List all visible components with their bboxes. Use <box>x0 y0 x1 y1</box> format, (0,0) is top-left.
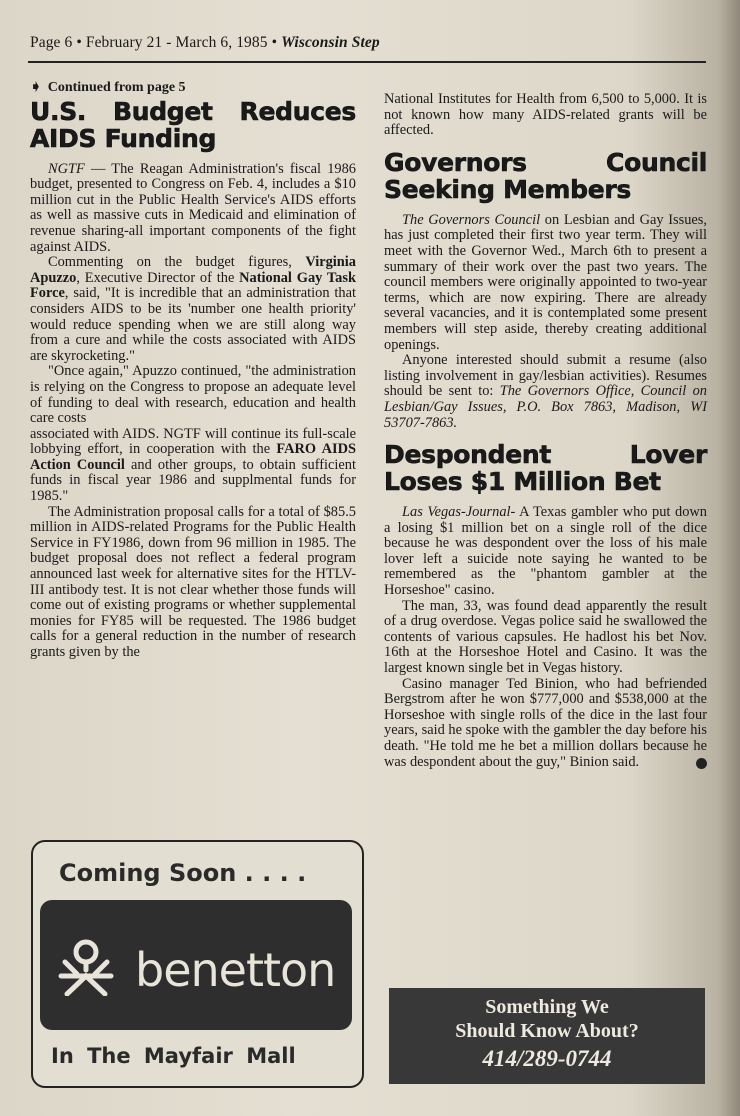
paragraph: The man, 33, was found dead apparently the result of a drug overdose. Vegas police said he swallowed the contents of various capsules. He hadlost his bet Nov. 16th at the Horseshoe Hotel and Casino. It was the largest known single bet in Vegas history. <box>384 597 707 677</box>
paragraph <box>30 162 356 256</box>
tip-line2: Should Know About? <box>455 1020 639 1042</box>
tip-line-ad <box>389 988 705 1084</box>
benetton-logo <box>55 934 343 997</box>
benetton-ad <box>31 840 364 1088</box>
paragraph <box>30 427 356 505</box>
paragraph-text: , said, "It is incredible that an administration that considers AIDS to be its 'number one health priority' would reduce spending when we are still along way from a cure and while the costs associated with AIDS are skyrocketing." <box>30 285 356 364</box>
council-name: The Governors Council <box>402 211 541 228</box>
headline-budget: U.S. Budget Reduces AIDS Funding <box>30 96 356 153</box>
paragraph-text: — The Reagan Administration's fiscal 1986 budget, presented to Congress on Feb. 4, includes a $10 million cut in the Public Health Service's AIDS efforts as well as massive cuts in Medicaid and elimination of revenue sharing-all important components of the fight against AIDS. <box>30 160 356 255</box>
paragraph <box>384 353 707 431</box>
benetton-wordmark: benetton <box>135 943 336 997</box>
header-separator: • <box>267 34 282 51</box>
header-rule <box>28 61 706 63</box>
paragraph-text: and other groups, to obtain sufficient funds in fiscal year 1986 and supplmental funds for 1985." <box>30 456 356 505</box>
paragraph-text: Commenting on the budget figures, <box>48 254 306 271</box>
paragraph-text: associated with AIDS. NGTF will continue its full-scale lobbying effort, in cooperation with the <box>30 425 356 458</box>
paragraph: The Administration proposal calls for a total of $85.5 million in AIDS-related Programs for the Public Health Service in FY1986, down from 96 million in 1985. The budget proposal does not reflect a federal program announced last week for alternative sites for the HTLV-III antibody test. It is not clear whether those funds will come out of existing programs or whether supplemental monies for FY85 will be requested. The 1986 budget calls for a general reduction in the number of research grants given by the <box>30 503 356 660</box>
paragraph: "Once again," Apuzzo continued, "the administration is relying on the Congress to propose an adequate level of funding to deal with research, education and health care costs <box>30 363 356 427</box>
paragraph <box>384 213 707 353</box>
paragraph: National Institutes for Health from 6,500 to 5,000. It is not known how many AIDS-related grants will be affected. <box>384 91 707 139</box>
org-name: FARO AIDS Action Council <box>30 441 356 473</box>
paragraph <box>30 255 356 364</box>
right-column <box>384 92 707 770</box>
headline-governors: Governors Council Seeking Members <box>384 147 707 204</box>
knot-icon <box>55 936 117 996</box>
paragraph <box>384 677 707 771</box>
arrow-icon: ➧ <box>30 80 42 95</box>
org-name: National Gay Task Force <box>30 269 356 302</box>
paragraph-text: , Executive Director of the <box>76 269 240 286</box>
page-number: Page 6 <box>30 34 73 51</box>
publication-name: Wisconsin Step <box>281 34 380 51</box>
dateline: Las Vegas-Journal- <box>402 504 516 521</box>
mailing-address: The Governors Office, Council on Lesbian/Gay Issues, P.O. Box 7863, Madison, WI 53707-7863. <box>384 383 707 431</box>
paragraph-text: A Texas gambler who put down a losing $1 million bet on a single roll of the dice because he was despondent over the loss of his male lover left a suicide note saying he wanted to be remembered as the "phantom gambler at the Horseshoe" casino. <box>384 504 707 599</box>
ad-location: In The Mayfair Mall <box>51 1044 296 1068</box>
issue-dates: February 21 - March 6, 1985 <box>85 34 268 51</box>
ad-coming-soon: Coming Soon . . . . <box>59 859 307 887</box>
left-column <box>30 80 356 661</box>
continued-text: Continued from page 5 <box>47 80 186 95</box>
paragraph-text: on Lesbian and Gay Issues, has just completed their first two year term. They will meet with the Governor Wed., March 6th to present a summary of their work over the past two years. The council members were originally appointed to two-year terms, which are now expiring. There are already several vacancies, and it is contemplated some present members will step aside, thereby creating additional openings. <box>384 211 707 353</box>
paragraph-text: Casino manager Ted Binion, who had befriended Bergstrom after he won $777,000 and $538,000 at the Horseshoe with single rolls of the dice in the last four years, said he spoke with the gambler the day before his death. "He told me he bet a million dollars because he was despondent about the guy," Binion said. <box>384 675 707 770</box>
tip-line1: Something We <box>485 996 609 1018</box>
paragraph-text: Anyone interested should submit a resume (also listing involvement in gay/lesbian activities). Resumes should be sent to: <box>384 352 707 400</box>
end-bullet-icon <box>696 758 707 769</box>
dateline: NGTF <box>48 160 85 177</box>
paragraph <box>384 505 707 599</box>
headline-gambler: Despondent Lover Loses $1 Million Bet <box>384 440 707 497</box>
header-separator: • <box>72 34 86 51</box>
person-name: Virginia Apuzzo <box>30 254 356 286</box>
page-header <box>30 34 705 52</box>
tip-phone: 414/289-0744 <box>482 1046 612 1071</box>
continued-line <box>30 80 356 96</box>
